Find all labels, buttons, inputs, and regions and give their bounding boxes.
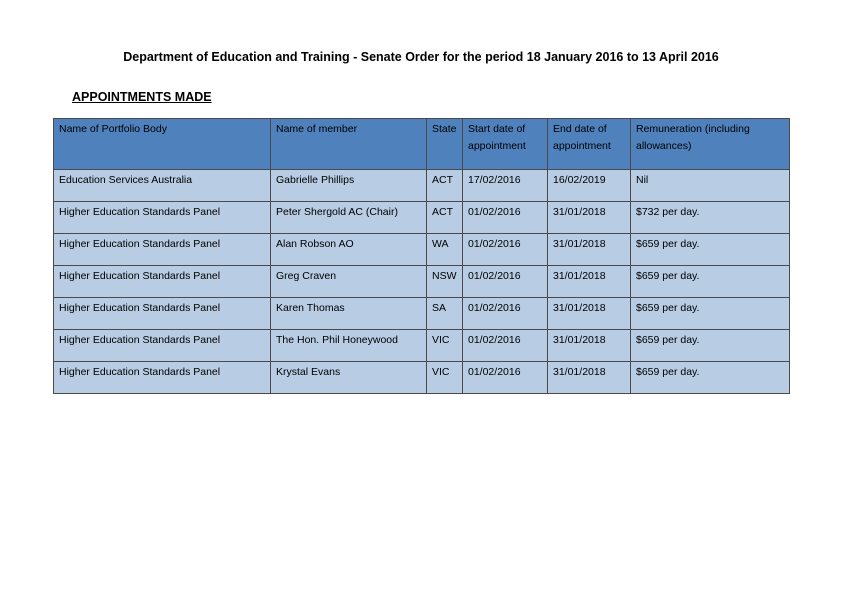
header-end-date: End date of appointment bbox=[548, 119, 631, 170]
table-row bbox=[54, 266, 790, 298]
cell-start-date: 17/02/2016 bbox=[463, 170, 548, 202]
table-body bbox=[54, 170, 790, 394]
cell-state: ACT bbox=[427, 202, 463, 234]
cell-portfolio-body: Education Services Australia bbox=[54, 170, 271, 202]
cell-remuneration: $659 per day. bbox=[631, 362, 790, 394]
cell-start-date: 01/02/2016 bbox=[463, 298, 548, 330]
cell-portfolio-body: Higher Education Standards Panel bbox=[54, 202, 271, 234]
header-state: State bbox=[427, 119, 463, 170]
cell-member: Alan Robson AO bbox=[271, 234, 427, 266]
cell-member: Krystal Evans bbox=[271, 362, 427, 394]
table-header-row bbox=[54, 119, 790, 170]
header-portfolio-body: Name of Portfolio Body bbox=[54, 119, 271, 170]
cell-end-date: 31/01/2018 bbox=[548, 202, 631, 234]
document-title: Department of Education and Training - Senate Order for the period 18 January 2016 to 13 April 2016 bbox=[123, 50, 719, 64]
cell-member: Peter Shergold AC (Chair) bbox=[271, 202, 427, 234]
cell-member: The Hon. Phil Honeywood bbox=[271, 330, 427, 362]
cell-end-date: 16/02/2019 bbox=[548, 170, 631, 202]
appointments-table bbox=[53, 118, 790, 394]
cell-portfolio-body: Higher Education Standards Panel bbox=[54, 266, 271, 298]
cell-state: SA bbox=[427, 298, 463, 330]
cell-remuneration: $659 per day. bbox=[631, 266, 790, 298]
cell-state: NSW bbox=[427, 266, 463, 298]
cell-remuneration: $659 per day. bbox=[631, 234, 790, 266]
cell-state: WA bbox=[427, 234, 463, 266]
cell-member: Gabrielle Phillips bbox=[271, 170, 427, 202]
cell-state: VIC bbox=[427, 362, 463, 394]
cell-end-date: 31/01/2018 bbox=[548, 362, 631, 394]
cell-start-date: 01/02/2016 bbox=[463, 362, 548, 394]
table-row bbox=[54, 202, 790, 234]
cell-end-date: 31/01/2018 bbox=[548, 298, 631, 330]
cell-start-date: 01/02/2016 bbox=[463, 202, 548, 234]
cell-start-date: 01/02/2016 bbox=[463, 234, 548, 266]
header-start-date: Start date of appointment bbox=[463, 119, 548, 170]
cell-portfolio-body: Higher Education Standards Panel bbox=[54, 298, 271, 330]
table-row bbox=[54, 330, 790, 362]
cell-state: VIC bbox=[427, 330, 463, 362]
table-row bbox=[54, 298, 790, 330]
cell-state: ACT bbox=[427, 170, 463, 202]
cell-end-date: 31/01/2018 bbox=[548, 234, 631, 266]
table-row bbox=[54, 234, 790, 266]
cell-remuneration: $659 per day. bbox=[631, 298, 790, 330]
cell-start-date: 01/02/2016 bbox=[463, 266, 548, 298]
cell-remuneration: $732 per day. bbox=[631, 202, 790, 234]
cell-portfolio-body: Higher Education Standards Panel bbox=[54, 362, 271, 394]
cell-end-date: 31/01/2018 bbox=[548, 266, 631, 298]
header-remuneration: Remuneration (including allowances) bbox=[631, 119, 790, 170]
section-heading: APPOINTMENTS MADE bbox=[72, 90, 212, 104]
cell-end-date: 31/01/2018 bbox=[548, 330, 631, 362]
cell-remuneration: $659 per day. bbox=[631, 330, 790, 362]
cell-member: Karen Thomas bbox=[271, 298, 427, 330]
cell-portfolio-body: Higher Education Standards Panel bbox=[54, 234, 271, 266]
cell-remuneration: Nil bbox=[631, 170, 790, 202]
cell-portfolio-body: Higher Education Standards Panel bbox=[54, 330, 271, 362]
table-row bbox=[54, 170, 790, 202]
cell-start-date: 01/02/2016 bbox=[463, 330, 548, 362]
header-member: Name of member bbox=[271, 119, 427, 170]
cell-member: Greg Craven bbox=[271, 266, 427, 298]
table-row bbox=[54, 362, 790, 394]
